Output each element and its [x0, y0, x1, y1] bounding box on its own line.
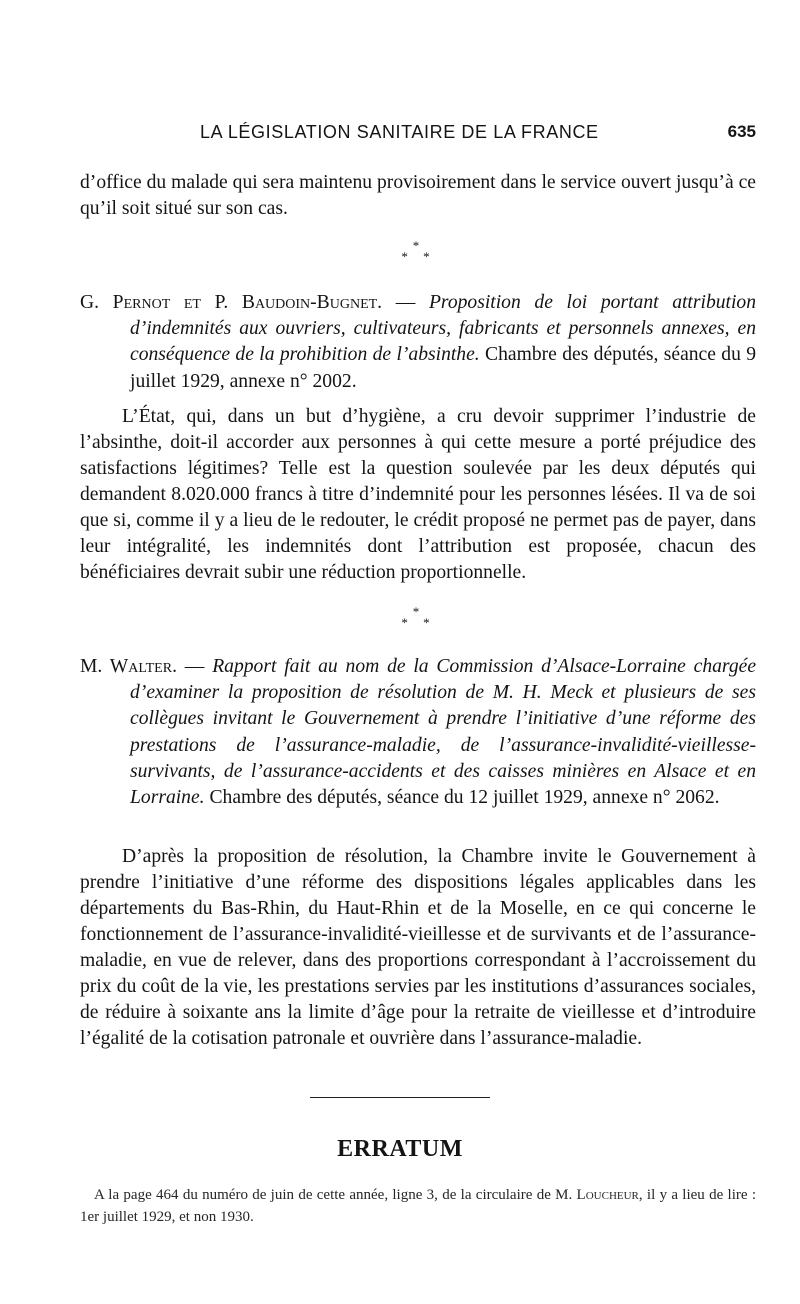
running-header — [80, 118, 756, 148]
erratum-text-before: A la page 464 du numéro de juin de cette année, ligne 3, de la circulaire de — [94, 1187, 556, 1203]
commentary-paragraph: L’État, qui, dans un but d’hygiène, a cru devoir supprimer l’industrie de l’absinthe, doit-il accorder aux personnes à qui cette mesure a porté préjudice des satisfactions légitimes? Telle est la question soulevée par les deux députés qui demandent 8.020.000 francs à titre d’indemnité pour les personnes lésées. Il va de soi que si, comme il y a lieu de le redouter, le crédit proposé ne permet pas de payer, dans leur intégralité, les indemnités dont l’attribution est proposée, chacun des bénéficiaires devrait subir une réduction proportionnelle. — [80, 406, 756, 583]
entry-dash: — — [176, 656, 213, 677]
entry-title: Proposition de loi portant attribution d’indemnités aux ouvriers, cultivateurs, fabricants et personnels annexes, en conséquence de la prohibition de l’absinthe. — [130, 292, 757, 366]
entry-authors: M. Walter. — [80, 656, 177, 677]
erratum-name: M. Loucheur — [555, 1187, 639, 1203]
page-number: 635 — [727, 122, 756, 141]
asterism-top: * — [412, 604, 420, 619]
entry-title: Rapport fait au nom de la Commission d’Alsace-Lorraine chargée d’examiner la proposition de résolution de M. H. Meck et plusieurs de ses collègues invitant le Gouvernement à prendre l’initiative d’une réforme des prestations de l’assurance-maladie, de l’assurance-invalidité-vieillesse-survivants, de l’assurance-accidents et des caisses minières en Alsace et en Lorraine. — [130, 656, 757, 809]
asterism-bottom: * * — [401, 249, 436, 264]
running-title: LA LÉGISLATION SANITAIRE DE LA FRANCE — [200, 122, 599, 142]
asterism-bottom: * * — [401, 615, 436, 630]
entry-dash: — — [382, 292, 429, 313]
erratum-heading: ERRATUM — [337, 1136, 463, 1162]
entry-authors: G. Pernot et P. Baudoin-Bugnet. — [80, 292, 383, 313]
asterism-separator — [396, 240, 436, 266]
section-divider — [310, 1097, 490, 1098]
bibliographic-entry — [80, 290, 756, 395]
commentary-paragraph: D’après la proposition de résolution, la Chambre invite le Gouvernement à prendre l’initiative d’une réforme des dispositions légales applicables dans les départements du Bas-Rhin, du Haut-Rhin et de la Moselle, en ce qui concerne le fonctionnement de l’assurance-invalidité-vieillesse et de survivants et de l’assurance-maladie, en vue de relever, dans des proportions correspondant à l’accroissement du prix du coût de la vie, les prestations servies par les institutions d’assurances sociales, de réduire à soixante ans la limite d’âge pour la retraite de vieillesse et d’introduire l’égalité de la cotisation patronale et ouvrière dans l’assurance-maladie. — [80, 846, 756, 1049]
entry-source: Chambre des députés, séance du 12 juillet 1929, annexe n° 2062. — [204, 787, 720, 809]
asterism-separator — [396, 606, 436, 632]
entry-source: Chambre des députés, séance du 9 juillet 1929, annexe n° 2002. — [130, 344, 757, 392]
erratum-note — [80, 1184, 756, 1228]
continuation-paragraph: d’office du malade qui sera maintenu provisoirement dans le service ouvert jusqu’à ce qu’il soit situé sur son cas. — [80, 172, 756, 219]
asterism-top: * — [412, 238, 420, 253]
bibliographic-entry — [80, 654, 756, 811]
erratum-text-after: , il y a lieu de lire : 1er juillet 1929, et non 1930. — [80, 1187, 756, 1225]
